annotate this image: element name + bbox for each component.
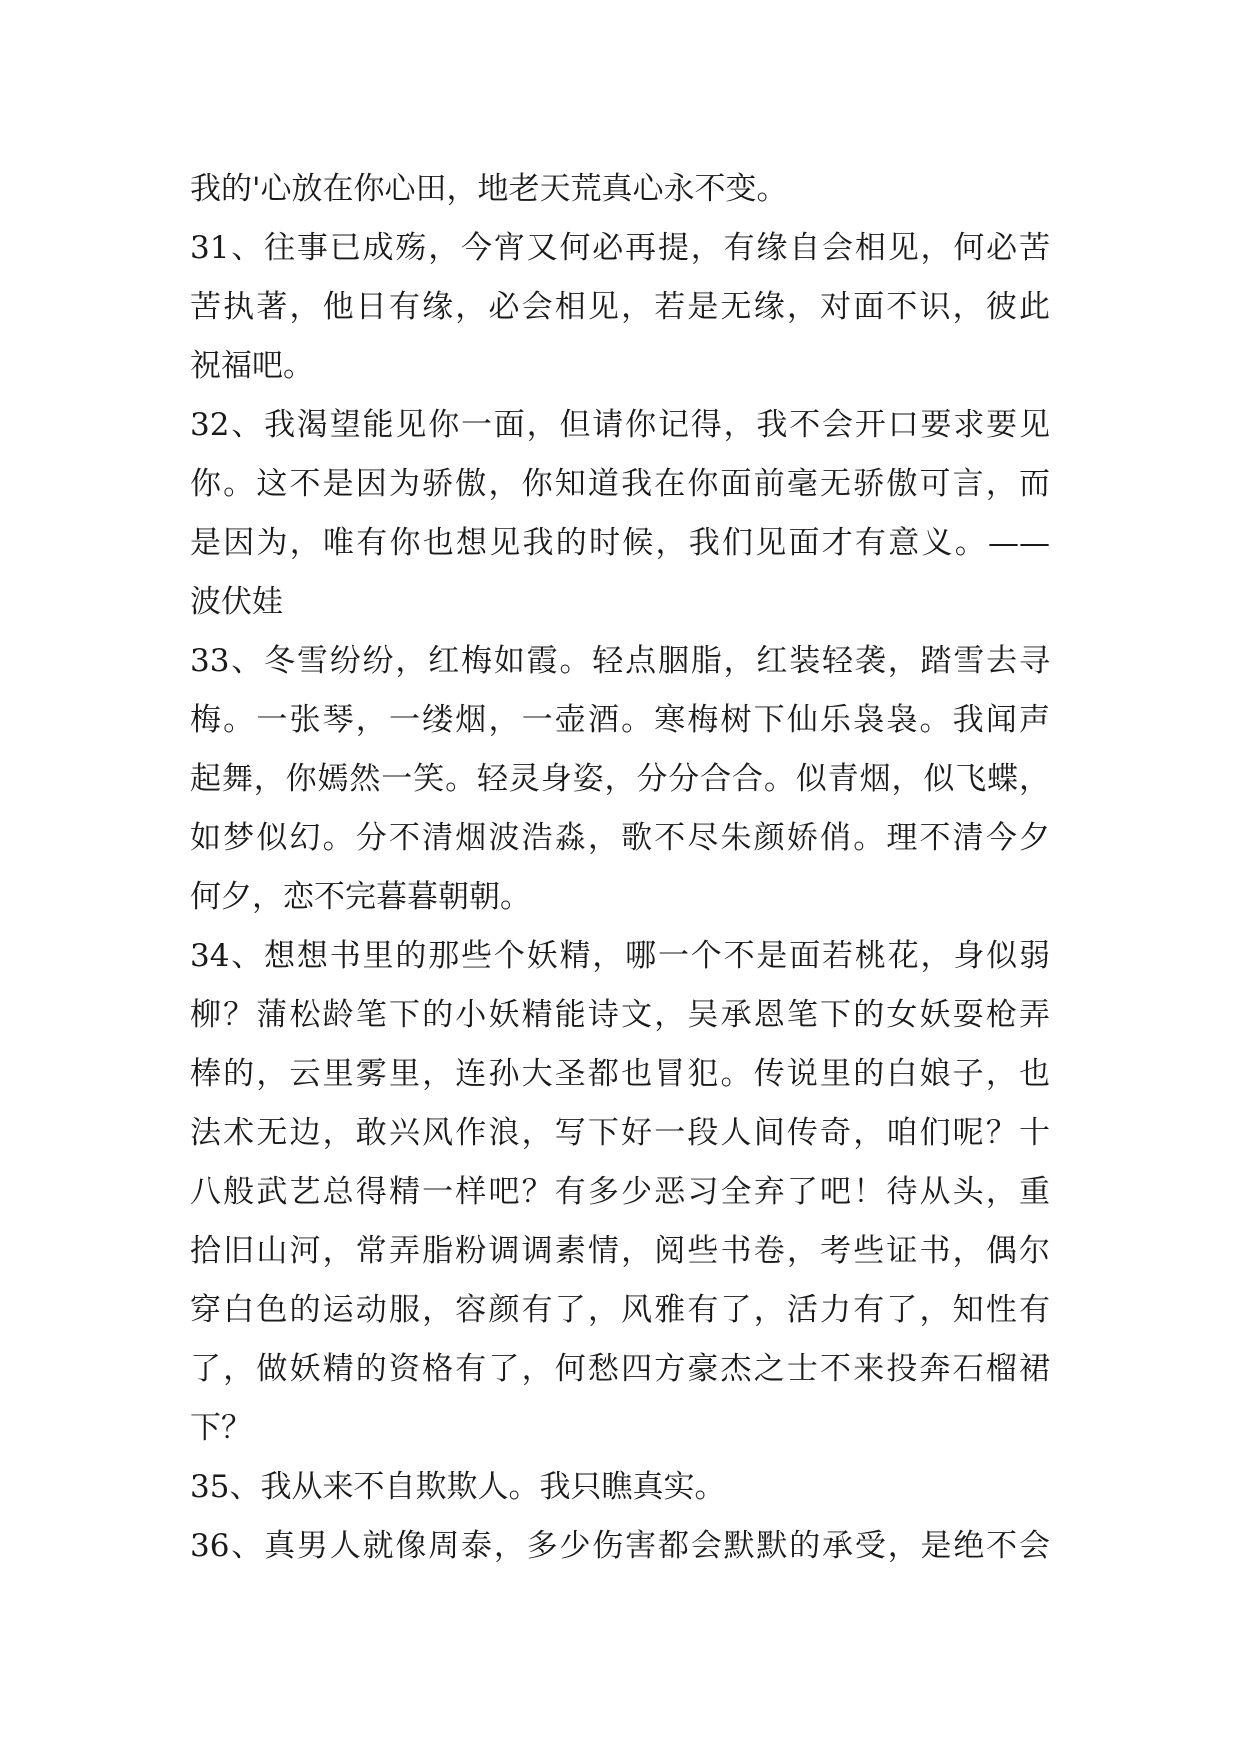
text-line: 梅。一张琴，一缕烟，一壶酒。寒梅树下仙乐袅袅。我闻声 bbox=[190, 702, 1050, 738]
text-line: 36、真男人就像周泰，多少伤害都会默默的承受，是绝不会 bbox=[190, 1528, 1050, 1564]
text-line: 33、冬雪纷纷，红梅如霞。轻点胭脂，红装轻袭，踏雪去寻 bbox=[190, 643, 1050, 679]
text-line: 是因为，唯有你也想见我的时候，我们见面才有意义。—— bbox=[190, 525, 1050, 561]
text-line: 苦执著，他日有缘，必会相见，若是无缘，对面不识，彼此 bbox=[190, 289, 1050, 325]
text-line: 八般武艺总得精一样吧？有多少恶习全弃了吧！待从头，重 bbox=[190, 1174, 1050, 1210]
text-line: 拾旧山河，常弄脂粉调调素情，阅些书卷，考些证书，偶尔 bbox=[190, 1233, 1050, 1269]
document-page bbox=[190, 160, 1050, 1576]
text-line: 你。这不是因为骄傲，你知道我在你面前毫无骄傲可言，而 bbox=[190, 466, 1050, 502]
text-line: 下？ bbox=[190, 1410, 252, 1446]
text-line: 我的'心放在你心田，地老天荒真心永不变。 bbox=[190, 171, 788, 207]
text-line: 31、往事已成殇，今宵又何必再提，有缘自会相见，何必苦 bbox=[190, 230, 1050, 266]
text-line: 穿白色的运动服，容颜有了，风雅有了，活力有了，知性有 bbox=[190, 1292, 1050, 1328]
text-line: 法术无边，敢兴风作浪，写下好一段人间传奇，咱们呢？十 bbox=[190, 1115, 1050, 1151]
text-line: 何夕，恋不完暮暮朝朝。 bbox=[190, 879, 531, 915]
text-line: 32、我渴望能见你一面，但请你记得，我不会开口要求要见 bbox=[190, 407, 1050, 443]
text-line: 波伏娃 bbox=[190, 584, 283, 620]
text-line: 起舞，你嫣然一笑。轻灵身姿，分分合合。似青烟，似飞蝶， bbox=[190, 761, 1050, 797]
text-line: 柳？蒲松龄笔下的小妖精能诗文，吴承恩笔下的女妖耍枪弄 bbox=[190, 997, 1050, 1033]
text-line: 34、想想书里的那些个妖精，哪一个不是面若桃花，身似弱 bbox=[190, 938, 1050, 974]
text-line: 棒的，云里雾里，连孙大圣都也冒犯。传说里的白娘子，也 bbox=[190, 1056, 1050, 1092]
text-line: 如梦似幻。分不清烟波浩淼，歌不尽朱颜娇俏。理不清今夕 bbox=[190, 820, 1050, 856]
text-line: 35、我从来不自欺欺人。我只瞧真实。 bbox=[190, 1469, 726, 1505]
text-line: 了，做妖精的资格有了，何愁四方豪杰之士不来投奔石榴裙 bbox=[190, 1351, 1050, 1387]
text-line: 祝福吧。 bbox=[190, 348, 314, 384]
